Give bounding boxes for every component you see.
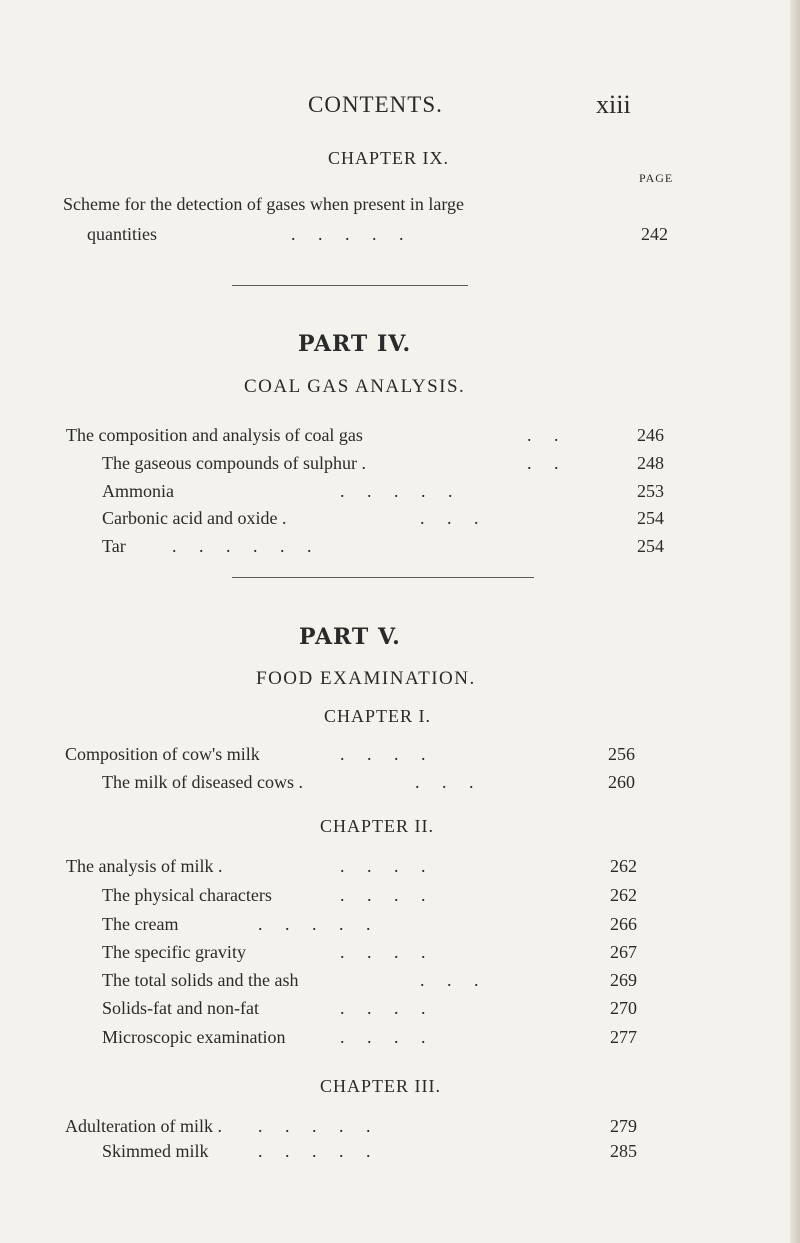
page-folio: xiii xyxy=(596,90,631,119)
running-title: CONTENTS. xyxy=(308,92,443,117)
toc-entry: Adulteration of milk . xyxy=(65,1116,222,1136)
toc-entry: Ammonia xyxy=(102,481,174,501)
toc-entry: The total solids and the ash xyxy=(102,970,299,990)
chapter-heading-ii: CHAPTER II. xyxy=(320,816,434,836)
toc-entry: Tar xyxy=(102,536,126,556)
page-column-label: PAGE xyxy=(639,171,674,185)
chapter-heading-i: CHAPTER I. xyxy=(324,706,432,726)
toc-page-number: 262 xyxy=(610,856,637,876)
toc-entry: Composition of cow's milk xyxy=(65,744,260,764)
toc-page-number: 260 xyxy=(608,772,635,792)
dot-leader: . . . xyxy=(420,508,479,528)
dot-leader: . . . . xyxy=(340,744,426,764)
toc-page-number: 253 xyxy=(637,481,664,501)
toc-page-number: 279 xyxy=(610,1116,637,1136)
toc-page-number: 242 xyxy=(641,224,668,244)
dot-leader: . . xyxy=(527,425,559,445)
toc-entry: Solids-fat and non-fat xyxy=(102,998,259,1018)
dot-leader: . . . . . xyxy=(291,224,404,244)
toc-entry: Carbonic acid and oxide . xyxy=(102,508,287,528)
toc-entry: The analysis of milk . xyxy=(66,856,223,876)
toc-page-number: 277 xyxy=(610,1027,637,1047)
chapter-heading-iii: CHAPTER III. xyxy=(320,1076,441,1096)
toc-entry-line2: quantities xyxy=(87,224,157,244)
toc-page-number: 270 xyxy=(610,998,637,1018)
dot-leader: . . . . xyxy=(340,942,426,962)
toc-entry-line1: Scheme for the detection of gases when present in large xyxy=(63,194,465,214)
dot-leader: . . . . . xyxy=(258,1141,371,1161)
toc-page-number: 262 xyxy=(610,885,637,905)
toc-entry: The milk of diseased cows . xyxy=(102,772,303,792)
toc-entry: The gaseous compounds of sulphur . xyxy=(102,453,366,473)
toc-page-number: 254 xyxy=(637,508,664,528)
dot-leader: . . . . xyxy=(340,885,426,905)
dot-leader: . . . xyxy=(420,970,479,990)
toc-entry: The cream xyxy=(102,914,179,934)
toc-page-number: 285 xyxy=(610,1141,637,1161)
part-title-v: FOOD EXAMINATION. xyxy=(256,668,476,689)
dot-leader: . . . xyxy=(415,772,474,792)
dot-leader: . . . . . xyxy=(258,1116,371,1136)
toc-entry: The composition and analysis of coal gas xyxy=(66,425,363,445)
toc-entry: The physical characters xyxy=(102,885,272,905)
dot-leader: . . . . xyxy=(340,1027,426,1047)
part-heading-v: PART V. xyxy=(299,624,401,650)
dot-leader: . . . . . xyxy=(258,914,371,934)
section-rule xyxy=(232,577,534,578)
dot-leader: . . . . xyxy=(340,856,426,876)
toc-page-number: 254 xyxy=(637,536,664,556)
toc-page-number: 267 xyxy=(610,942,637,962)
dot-leader: . . . . xyxy=(340,998,426,1018)
toc-page-number: 256 xyxy=(608,744,635,764)
toc-page-number: 246 xyxy=(637,425,664,445)
toc-page-number: 248 xyxy=(637,453,664,473)
part-heading-iv: PART IV. xyxy=(298,331,412,357)
chapter-heading-ix: CHAPTER IX. xyxy=(328,148,450,168)
toc-page-number: 266 xyxy=(610,914,637,934)
dot-leader: . . . . . . xyxy=(172,536,312,556)
dot-leader: . . . . . xyxy=(340,481,453,501)
toc-entry: Skimmed milk xyxy=(102,1141,209,1161)
toc-entry: The specific gravity xyxy=(102,942,246,962)
part-title-iv: COAL GAS ANALYSIS. xyxy=(244,376,466,397)
toc-page-number: 269 xyxy=(610,970,637,990)
dot-leader: . . xyxy=(527,453,559,473)
section-rule xyxy=(232,285,468,286)
page-edge xyxy=(790,0,800,1243)
toc-entry: Microscopic examination xyxy=(102,1027,286,1047)
